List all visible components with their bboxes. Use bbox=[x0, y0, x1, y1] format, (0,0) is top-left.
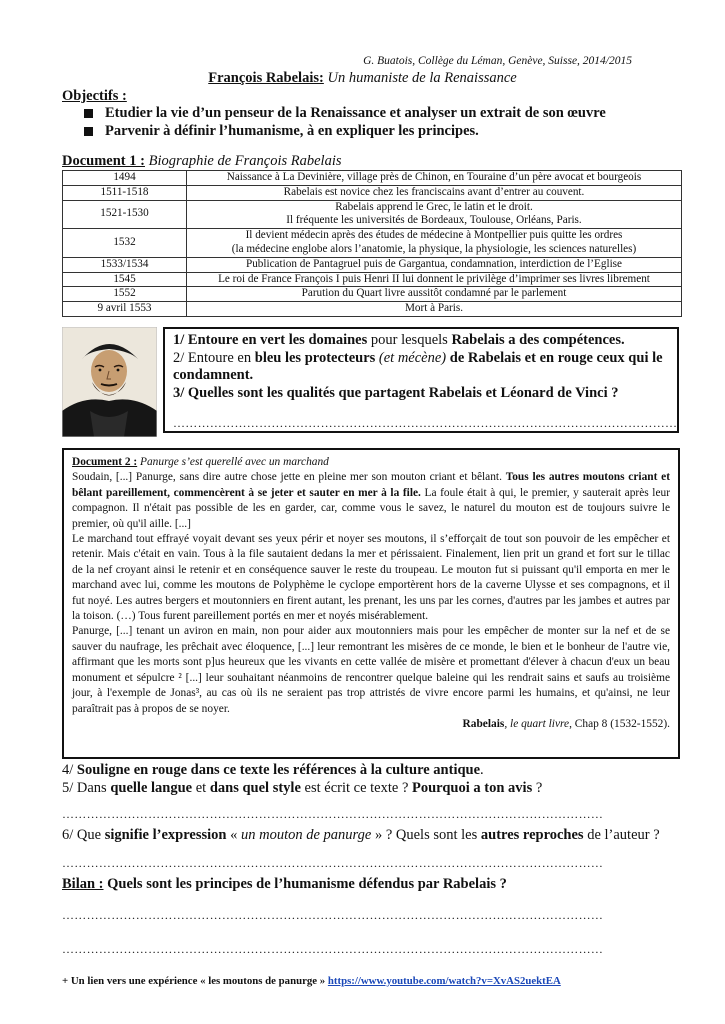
source-author: Rabelais bbox=[462, 717, 505, 730]
document1-label: Document 1 : bbox=[62, 153, 145, 169]
answer-line: …………………………………………………………………………………………………………………… bbox=[62, 942, 604, 956]
event-cell bbox=[187, 229, 682, 258]
q5-part: ? bbox=[532, 780, 543, 796]
bilan-heading bbox=[62, 876, 507, 893]
document2-label: Document 2 : bbox=[72, 456, 138, 468]
paragraph-3: Panurge, [...] tenant un aviron en main, non pour aider aux moutonniers mais pour les empêcher de monter sur la nef et de se sauver du naufrage, les prêchait avec éloquence, [...] leur remontrant les misères de ce monde, le bien et le bonheur de l'autre vie, affirmant que les morts sont p]us heureux que les vivants en cette vallée de misère et promettant d'élever à chacun d'eux un beau monument et sépulcre ² [...] leur souhaitant néanmoins de rencontrer quelque baleine qui les rendrait sains et saufs au troisième jour, à l'exemple de Jonas³, au cas où ils ne seraient pas trop attristés de vivre encore parmi les humains, et qu'ainsi, ne leur paraîtrait pas à propos de se noyer. bbox=[72, 625, 670, 715]
answer-line: …………………………………………………………………………………………………………… bbox=[173, 416, 678, 430]
table-row bbox=[63, 229, 682, 258]
q6-part: » ? Quels sont les bbox=[371, 827, 481, 843]
footer-note bbox=[62, 975, 561, 987]
q6-part: 6/ Que bbox=[62, 827, 105, 843]
q5-part: quelle langue bbox=[110, 780, 193, 796]
question-5 bbox=[62, 779, 692, 797]
table-row bbox=[63, 287, 682, 302]
event-line: Il devient médecin après des études de médecine à Montpellier puis quitte les ordres bbox=[245, 229, 623, 242]
question-1-instruction: 1/ Entoure en vert les domaines bbox=[173, 332, 368, 348]
event-cell: Parution du Quart livre aussitôt condamné par le parlement bbox=[187, 287, 682, 302]
q6-part: de l’auteur ? bbox=[583, 827, 660, 843]
biography-table bbox=[62, 170, 682, 317]
year-cell: 1545 bbox=[63, 272, 187, 287]
question-4-text: Souligne en rouge dans ce texte les références à la culture antique bbox=[76, 762, 481, 778]
table-row bbox=[63, 171, 682, 186]
objectif-text: Parvenir à définir l’humanisme, à en expliquer les principes. bbox=[105, 123, 479, 139]
q6-part: signifie l’expression bbox=[104, 827, 227, 843]
event-line: Il fréquente les universités de Bordeaux, Toulouse, Orléans, Paris. bbox=[286, 214, 582, 227]
event-cell: Le roi de France François I puis Henri II lui donnent le privilège d’imprimer ses livres librement bbox=[187, 272, 682, 287]
document2-subtitle: Panurge s’est querellé avec un marchand bbox=[137, 456, 329, 468]
document2-heading bbox=[72, 455, 670, 470]
document2-box bbox=[62, 448, 680, 759]
q6-part: « bbox=[226, 827, 241, 843]
q5-part: est écrit ce texte ? bbox=[300, 780, 413, 796]
event-cell: Naissance à La Devinière, village près de Chinon, en Touraine d’un père avocat et bourgeois bbox=[187, 171, 682, 186]
question-4-number: 4/ bbox=[62, 762, 77, 778]
bilan-label: Bilan : bbox=[62, 876, 104, 892]
answer-line: …………………………………………………………………………………………………………………… bbox=[62, 856, 604, 870]
source-reference: , Chap 8 (1532-1552). bbox=[569, 717, 670, 730]
table-row bbox=[63, 257, 682, 272]
title-subtitle: Un humaniste de la Renaissance bbox=[323, 70, 517, 86]
paragraph-1 bbox=[72, 470, 670, 532]
author-credit: G. Buatois, Collège du Léman, Genève, Suisse, 2014/2015 bbox=[363, 55, 632, 67]
questions-box-1 bbox=[163, 327, 679, 433]
event-cell bbox=[187, 200, 682, 229]
year-cell: 1494 bbox=[63, 171, 187, 186]
question-1 bbox=[173, 332, 669, 350]
year-cell: 1533/1534 bbox=[63, 257, 187, 272]
q5-part: 5/ Dans bbox=[62, 780, 111, 796]
event-line: Rabelais apprend le Grec, le latin et le droit. bbox=[335, 200, 533, 213]
event-line: (la médecine englobe alors l’anatomie, la physique, la physiologie, les sciences naturelles) bbox=[231, 242, 637, 255]
title-name: François Rabelais: bbox=[208, 70, 324, 86]
question-3: 3/ Quelles sont les qualités que partagent Rabelais et Léonard de Vinci ? bbox=[173, 384, 619, 401]
question-2-mecene: (et mécène) bbox=[375, 349, 447, 366]
year-cell: 1532 bbox=[63, 229, 187, 258]
event-cell: Publication de Pantagruel puis de Gargantua, condamnation, interdiction de l’Eglise bbox=[187, 257, 682, 272]
question-2 bbox=[173, 350, 669, 385]
question-4 bbox=[62, 761, 692, 779]
answer-line: …………………………………………………………………………………………………………………… bbox=[62, 807, 604, 821]
objectif-item bbox=[84, 104, 606, 122]
objectif-text: Etudier la vie d’un penseur de la Renaissance et analyser un extrait de son œuvre bbox=[105, 105, 606, 121]
youtube-link[interactable]: https://www.youtube.com/watch?v=XvAS2uektEA bbox=[327, 975, 561, 987]
paragraph-1-start: Soudain, [...] Panurge, sans dire autre chose jette en pleine mer son mouton criant et bêlant. bbox=[72, 471, 506, 484]
footer-text: + Un lien vers une expérience « les moutons de panurge » bbox=[62, 975, 328, 987]
q5-part: dans quel style bbox=[209, 780, 301, 796]
q6-part: autres reproches bbox=[480, 827, 584, 843]
question-2-protecteurs: bleu les protecteurs bbox=[254, 349, 376, 366]
paragraph-2: Le marchand tout effrayé voyait devant ses yeux périr et noyer ses moutons, il s’efforçait de tout son pouvoir de les empêcher et retenir. Mais c'était en vain. Tous à la file sautaient dedans la mer et périssaient. Finalement, lien prit un grand et fort sur le tillac de la nef croyant ainsi le retenir et en conséquence sauver le reste du troupeau. Le mouton fut si puissant qu'il emporta en mer le marchand avec lui, comme les moutons de Polyphème le cyclope emportèrent hors de la caverne Ulysse et ses compagnons, et il fut noyé. Les autres bergers et moutonniers en firent autant, les prenant, les uns par les cornes, d'autres par les jambes et autres par la toison. (…) Tous furent pareillement portés en mer et noyés misérablement. bbox=[72, 533, 670, 623]
q5-part: et bbox=[192, 780, 210, 796]
year-cell: 1521-1530 bbox=[63, 200, 187, 229]
q5-part: Pourquoi a ton avis bbox=[412, 780, 533, 796]
year-cell: 1552 bbox=[63, 287, 187, 302]
objectif-item bbox=[84, 122, 606, 140]
event-cell: Mort à Paris. bbox=[187, 302, 682, 317]
objectifs-list bbox=[84, 104, 606, 140]
question-1-connector: pour lesquels bbox=[367, 332, 452, 348]
question-1-topic: Rabelais a des compétences. bbox=[451, 332, 625, 348]
rabelais-portrait bbox=[62, 327, 157, 437]
question-2-end: de Rabelais et en rouge ceux qui le condamnent. bbox=[173, 349, 663, 383]
bilan-question: Quels sont les principes de l’humanisme défendus par Rabelais ? bbox=[103, 876, 507, 892]
table-row bbox=[63, 272, 682, 287]
event-cell: Rabelais est novice chez les franciscains avant d’entrer au couvent. bbox=[187, 185, 682, 200]
paragraph-1-bold: Tous les autres moutons criant et bêlant pareillement, commencèrent à se jeter et sauter en mer à la file. bbox=[72, 471, 670, 499]
document1-subtitle: Biographie de François Rabelais bbox=[144, 153, 342, 169]
question-6 bbox=[62, 826, 692, 844]
year-cell: 1511-1518 bbox=[63, 185, 187, 200]
q6-part: un mouton de panurge bbox=[240, 827, 372, 843]
bullet-square-icon bbox=[84, 109, 93, 118]
page-title bbox=[0, 70, 725, 87]
question-2-start: 2/ Entoure en bbox=[173, 349, 255, 366]
bullet-square-icon bbox=[84, 127, 93, 136]
document1-heading bbox=[62, 153, 342, 170]
questions-block-2 bbox=[62, 761, 692, 797]
table-row bbox=[63, 302, 682, 317]
question-4-end: . bbox=[480, 762, 484, 778]
source-citation bbox=[72, 717, 670, 732]
year-cell: 9 avril 1553 bbox=[63, 302, 187, 317]
objectifs-heading: Objectifs : bbox=[62, 88, 127, 104]
paragraph-1-end: La foule était à qui, le premier, y sauterait après leur compagnon. Il n'était pas possible de les en garder, car, comme vous le savez, le naturel du mouton est de toujours suivre le premier, où qu'il aille. [...] bbox=[72, 486, 670, 530]
answer-line: …………………………………………………………………………………………………………………… bbox=[62, 908, 604, 922]
table-row bbox=[63, 185, 682, 200]
source-work: , le quart livre bbox=[504, 717, 570, 730]
table-row bbox=[63, 200, 682, 229]
